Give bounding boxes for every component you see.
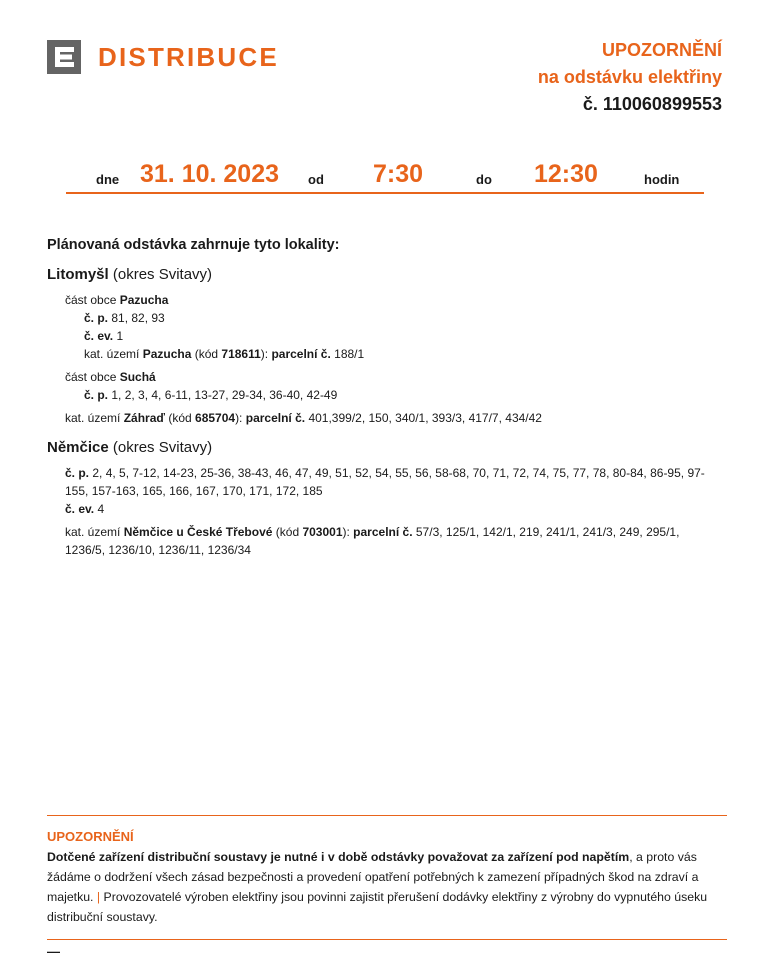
outage-date: 31. 10. 2023	[140, 160, 280, 188]
town-litomysl	[47, 264, 727, 286]
safety-warning	[47, 815, 727, 940]
localities-intro: Plánovaná odstávka zahrnuje tyto lokality:	[47, 237, 340, 253]
registry-numbers: č. ev. 1	[84, 329, 124, 343]
town-name: Němčice	[47, 439, 109, 456]
to-label: do	[476, 172, 492, 187]
notice-subtitle: na odstávku elektřiny	[537, 67, 722, 87]
localities-section	[47, 236, 727, 559]
municipality-part-name: Pazucha	[119, 293, 169, 307]
municipality-part: část obce Suchá	[65, 370, 156, 384]
company-logo	[47, 39, 279, 75]
municipality-part-name: Suchá	[119, 370, 156, 384]
town-district: (okres Svitavy)	[108, 266, 213, 283]
warning-title: UPOZORNĚNÍ	[47, 829, 134, 844]
house-numbers: č. p. 1, 2, 3, 4, 6-11, 13-27, 29-34, 36-40, 42-49	[84, 388, 338, 402]
date-label: dne	[96, 172, 120, 187]
town-district: (okres Svitavy)	[108, 439, 213, 456]
notice-header	[538, 38, 722, 117]
warning-separator: |	[93, 890, 104, 904]
town-nemcice	[47, 437, 727, 459]
warning-text: Dotčené zařízení distribuční soustavy je nutné i v době odstávky považovat za zařízení pod napětím, a proto vás žádáme o dodržení všech zásad bezpečnosti a provedení opatření potřebných k zamezení případných škod na zdraví a majetku. | Provozovatelé výroben elektřiny jsou povinni zajistit přerušení dodávky elektřiny z výrobny do vypnutého úseku distribuční soustavy.	[47, 850, 708, 924]
cadastral-area: kat. území Záhraď (kód 685704): parcelní č. 401,399/2, 150, 340/1, 393/3, 417/7, 434/42	[65, 411, 542, 425]
cadastral-area: kat. území Němčice u České Třebové (kód 703001): parcelní č. 57/3, 125/1, 142/1, 219, 241/1, 241/3, 249, 295/1, 1236/5, 1236/10, 1236/11, 1236/34	[65, 525, 680, 557]
house-numbers: č. p. 2, 4, 5, 7-12, 14-23, 25-36, 38-43, 46, 47, 49, 51, 52, 54, 55, 56, 58-68, 70, 71, 72, 74, 75, 77, 78, 80-84, 86-95, 97-155, 157-163, 165, 166, 167, 170, 171, 172, 185	[65, 466, 705, 498]
notice-number: č. 110060899553	[582, 94, 722, 114]
footer-fragment: —	[47, 944, 60, 959]
from-label: od	[308, 172, 324, 187]
cadastral-area: kat. území Pazucha (kód 718611): parcelní č. 188/1	[84, 347, 365, 361]
registry-numbers: č. ev. 4	[65, 502, 105, 516]
outage-start-time: 7:30	[373, 160, 424, 188]
outage-datetime-row	[66, 156, 704, 194]
municipality-part: část obce Pazucha	[65, 293, 169, 307]
cez-logo-icon	[47, 40, 81, 74]
notice-title: UPOZORNĚNÍ	[601, 40, 722, 60]
outage-end-time: 12:30	[534, 160, 598, 188]
warning-bold-text: Dotčené zařízení distribuční soustavy je nutné i v době odstávky považovat za zařízení pod napětím	[47, 850, 630, 864]
house-numbers: č. p. 81, 82, 93	[84, 311, 165, 325]
hours-label: hodin	[644, 172, 680, 187]
town-name: Litomyšl	[47, 266, 109, 283]
logo-text: DISTRIBUCE	[98, 42, 279, 72]
